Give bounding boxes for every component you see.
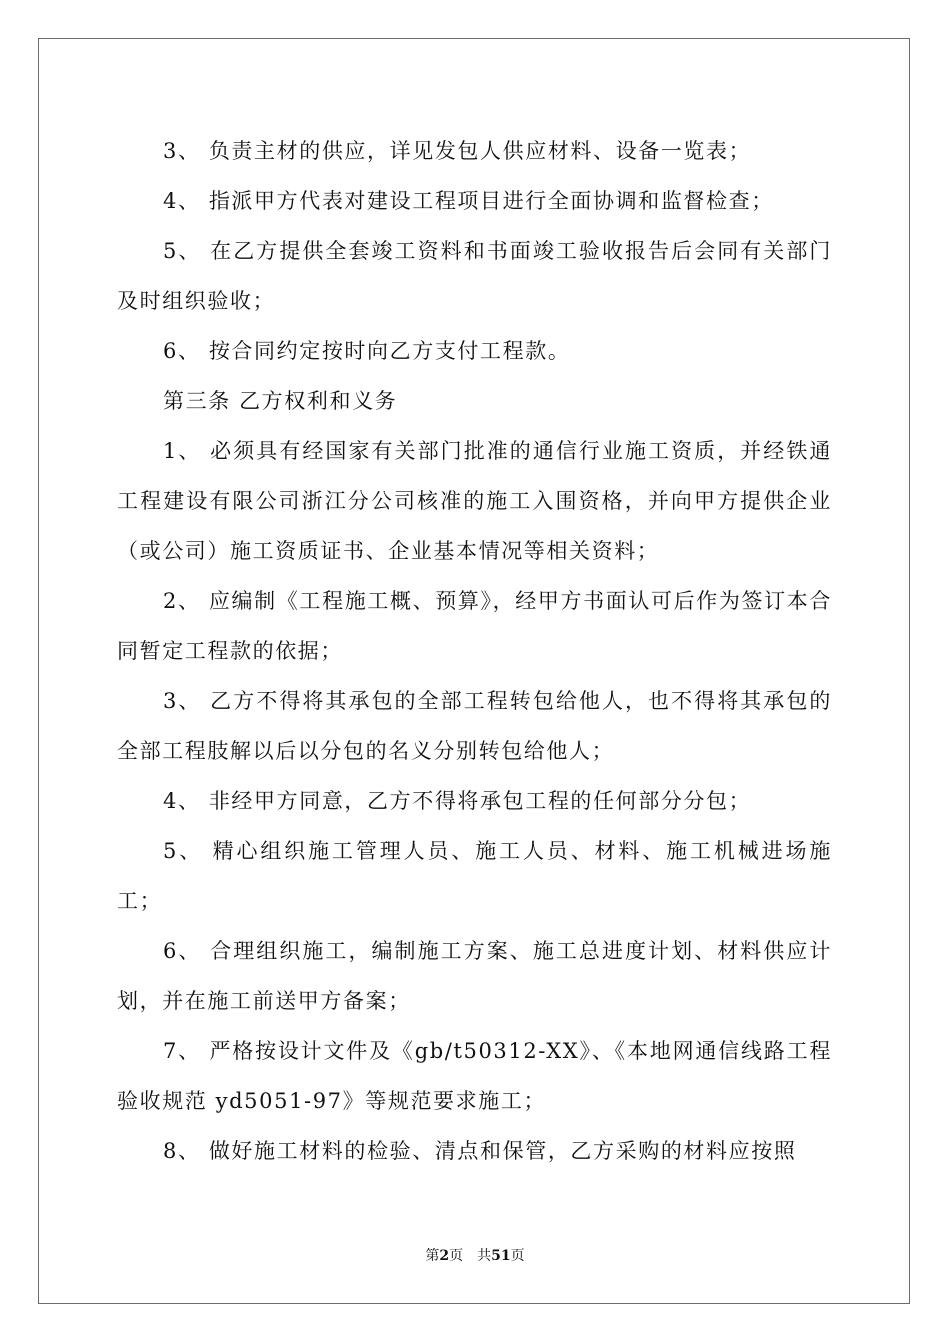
paragraph: 3、 乙方不得将其承包的全部工程转包给他人，也不得将其承包的全部工程肢解以后以分包的名义分别转包给他人； [117, 689, 832, 763]
paragraph: 4、 非经甲方同意，乙方不得将承包工程的任何部分分包； [163, 789, 752, 813]
paragraph: 3、 负责主材的供应，详见发包人供应材料、设备一览表； [163, 139, 752, 163]
total-pages: 51 [491, 1248, 511, 1264]
paragraph: 8、 做好施工材料的检验、清点和保管，乙方采购的材料应按照 [163, 1139, 797, 1163]
paragraph: 7、 严格按设计文件及《gb/t50312-XX》、《本地网通信线路工程验收规范 yd5051-97》等规范要求施工； [117, 1039, 832, 1113]
paragraph: 4、 指派甲方代表对建设工程项目进行全面协调和监督检查； [163, 189, 774, 213]
total-suffix: 页 [510, 1248, 525, 1264]
paragraph: 1、 必须具有经国家有关部门批准的通信行业施工资质，并经铁通工程建设有限公司浙江分公司核准的施工入围资格，并向甲方提供企业（或公司）施工资质证书、企业基本情况等相关资料； [117, 439, 832, 563]
page-footer [0, 1245, 950, 1265]
page-prefix: 第 [425, 1248, 440, 1264]
paragraph: 6、 合理组织施工，编制施工方案、施工总进度计划、材料供应计划，并在施工前送甲方备案； [117, 939, 832, 1013]
paragraph: 2、 应编制《工程施工概、预算》，经甲方书面认可后作为签订本合同暂定工程款的依据； [117, 589, 832, 663]
paragraph: 6、 按合同约定按时向乙方支付工程款。 [163, 339, 571, 363]
paragraph: 5、 在乙方提供全套竣工资料和书面竣工验收报告后会同有关部门及时组织验收； [117, 239, 832, 313]
page-number: 2 [439, 1248, 450, 1264]
page-suffix: 页 [449, 1248, 464, 1264]
section-heading: 第三条 乙方权利和义务 [163, 389, 398, 413]
document-body [117, 126, 832, 1176]
total-prefix: 共 [477, 1248, 492, 1264]
paragraph: 5、 精心组织施工管理人员、施工人员、材料、施工机械进场施工； [117, 839, 832, 913]
